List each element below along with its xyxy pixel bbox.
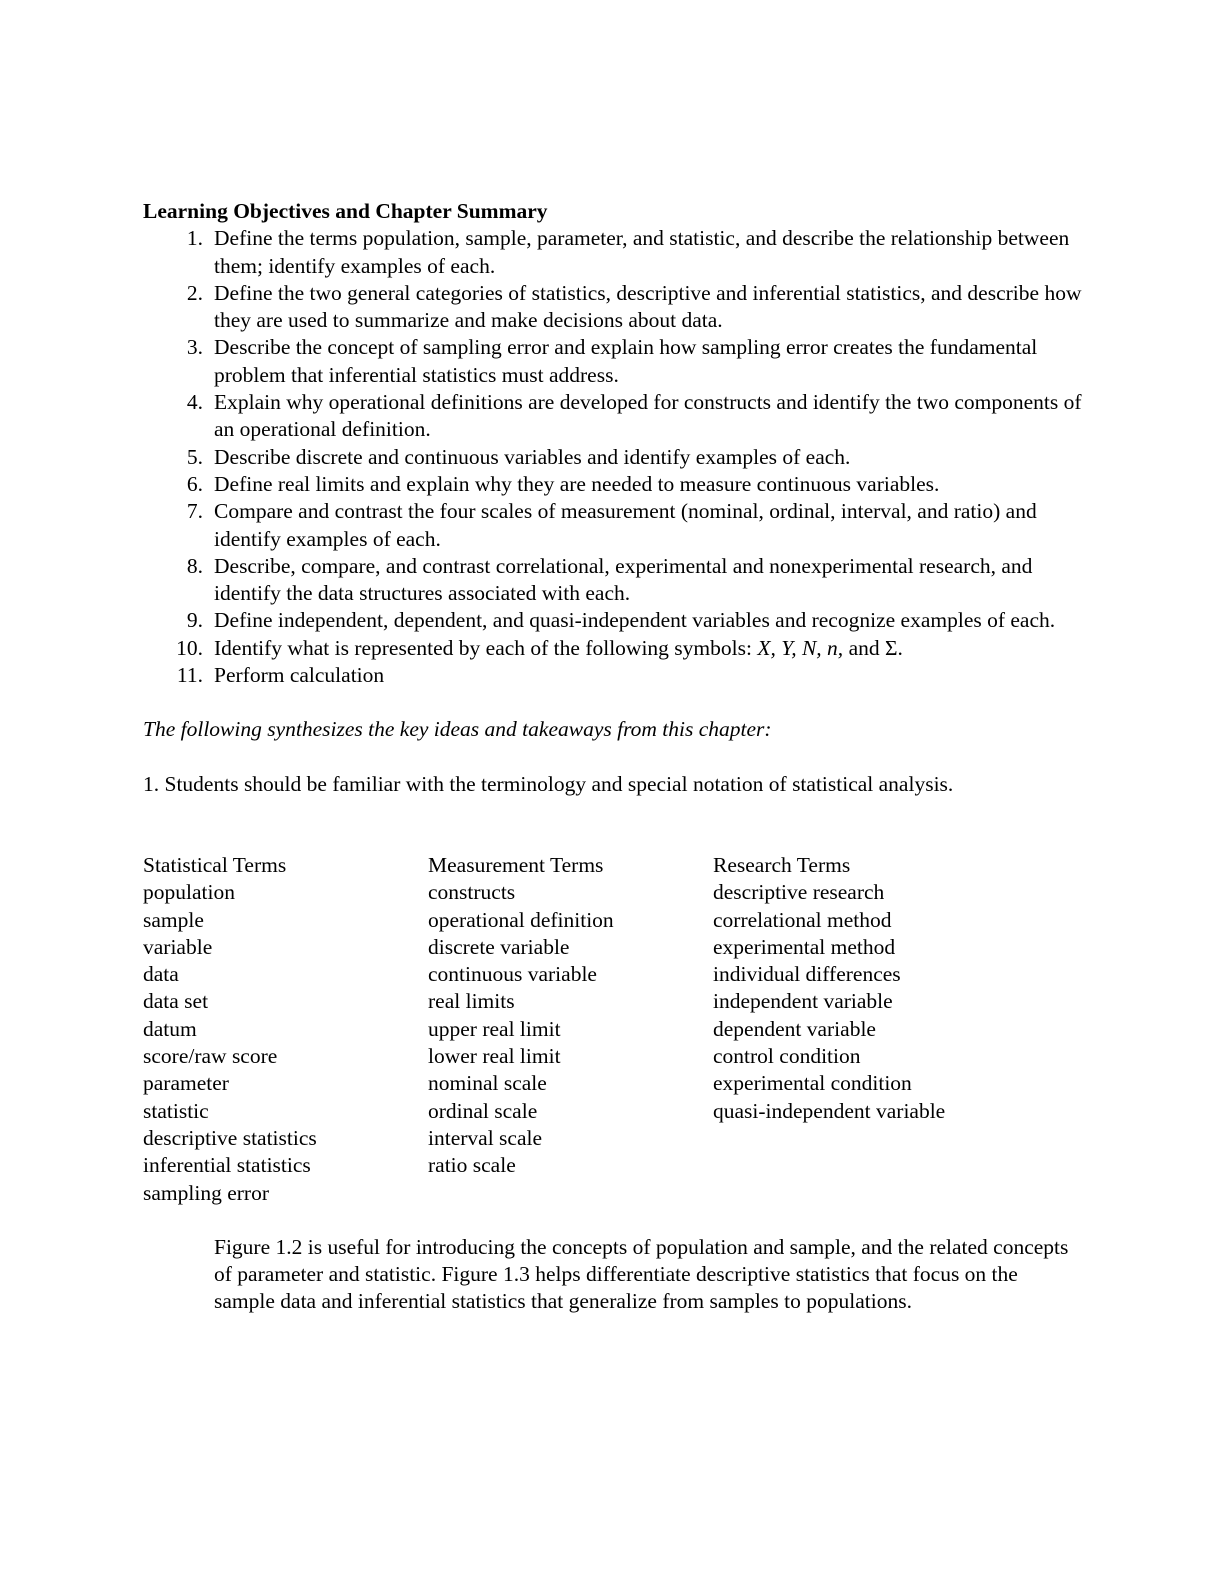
list-item-text-after: and Σ. [843,635,903,660]
term: data set [143,989,209,1014]
term: sampling error [143,1180,269,1205]
list-item-text: Describe the concept of sampling error and explain how sampling error creates the fundamental problem that inferential statistics must address. [214,335,1038,387]
term: operational definition [428,907,614,932]
term: datum [143,1016,197,1041]
term: quasi-independent variable [713,1098,946,1123]
list-item [143,662,1083,689]
term: variable [143,934,213,959]
list-item-text: Describe discrete and continuous variables and identify examples of each. [214,444,851,469]
term: dependent variable [713,1016,876,1041]
term: experimental condition [713,1071,912,1096]
term: sample [143,907,204,932]
term: inferential statistics [143,1153,311,1178]
terms-column-statistical [143,852,428,1207]
list-item-number: 4. [186,390,203,415]
term: individual differences [713,962,901,987]
list-item [143,607,1083,634]
summary-point-1: 1. Students should be familiar with the terminology and special notation of statistical analysis. [143,771,954,796]
list-item-text: Define the terms population, sample, parameter, and statistic, and describe the relationship between them; identify examples of each. [214,226,1070,278]
list-item-text: Perform calculation [214,663,385,688]
list-item-number: 9. [186,608,203,633]
terms-column-measurement [428,852,713,1207]
list-item [143,334,1083,389]
list-item-number: 7. [186,499,203,524]
term: population [143,880,235,905]
term: constructs [428,880,516,905]
document-page [143,198,1083,1316]
list-item-text: Define real limits and explain why they are needed to measure continuous variables. [214,471,940,496]
list-item [143,553,1083,608]
term: interval scale [428,1125,543,1150]
list-item [143,498,1083,553]
list-item [143,444,1083,471]
list-item-number: 5. [186,444,203,469]
term: ordinal scale [428,1098,538,1123]
list-item-text: Explain why operational definitions are developed for constructs and identify the two components of an operational definition. [214,390,1082,442]
list-item [143,225,1083,280]
symbol-list: X, Y, N, n, [757,635,844,660]
list-item [143,280,1083,335]
list-item [143,471,1083,498]
terms-table [143,852,1083,1207]
term: descriptive statistics [143,1125,317,1150]
list-item-text: Describe, compare, and contrast correlational, experimental and nonexperimental research, and identify the data structures associated with each. [214,553,1033,606]
term: experimental method [713,934,896,959]
term: data [143,962,179,987]
list-item-text: Compare and contrast the four scales of measurement (nominal, ordinal, interval, and ratio) and identify examples of each. [214,499,1037,551]
column-header: Measurement Terms [428,852,604,877]
list-item-number: 11. [176,663,203,688]
terms-column-research [713,852,998,1207]
term: lower real limit [428,1044,561,1069]
list-item [143,389,1083,444]
term: nominal scale [428,1071,547,1096]
term: upper real limit [428,1016,561,1041]
column-header: Research Terms [713,852,851,877]
column-header: Statistical Terms [143,852,287,877]
term: discrete variable [428,934,570,959]
term: parameter [143,1071,229,1096]
term: real limits [428,989,515,1014]
term: independent variable [713,989,893,1014]
section-heading: Learning Objectives and Chapter Summary [143,199,548,223]
list-item-number: 1. [186,226,203,251]
term: descriptive research [713,880,885,905]
list-item-text: Define independent, dependent, and quasi-independent variables and recognize examples of each. [214,608,1056,633]
term: control condition [713,1044,861,1069]
list-item [143,635,1083,662]
term: score/raw score [143,1044,278,1069]
figure-note-paragraph: Figure 1.2 is useful for introducing the concepts of population and sample, and the related concepts of parameter and statistic. Figure 1.3 helps differentiate descriptive statistics that focus on the sample data and inferential statistics that generalize from samples to populations. [214,1234,1069,1314]
term: correlational method [713,907,892,932]
list-item-text: Define the two general categories of statistics, descriptive and inferential statistics, and describe how they are used to summarize and make decisions about data. [214,280,1082,333]
list-item-number: 6. [186,471,203,496]
list-item-number: 10. [176,635,203,660]
list-item-text-before: Identify what is represented by each of the following symbols: [214,635,758,660]
learning-objectives-list [143,225,1083,689]
term: ratio scale [428,1153,516,1178]
list-item-number: 3. [186,335,203,360]
summary-intro: The following synthesizes the key ideas and takeaways from this chapter: [143,717,772,742]
term: statistic [143,1098,209,1123]
list-item-number: 8. [186,553,203,578]
term: continuous variable [428,962,597,987]
list-item-number: 2. [186,280,203,305]
